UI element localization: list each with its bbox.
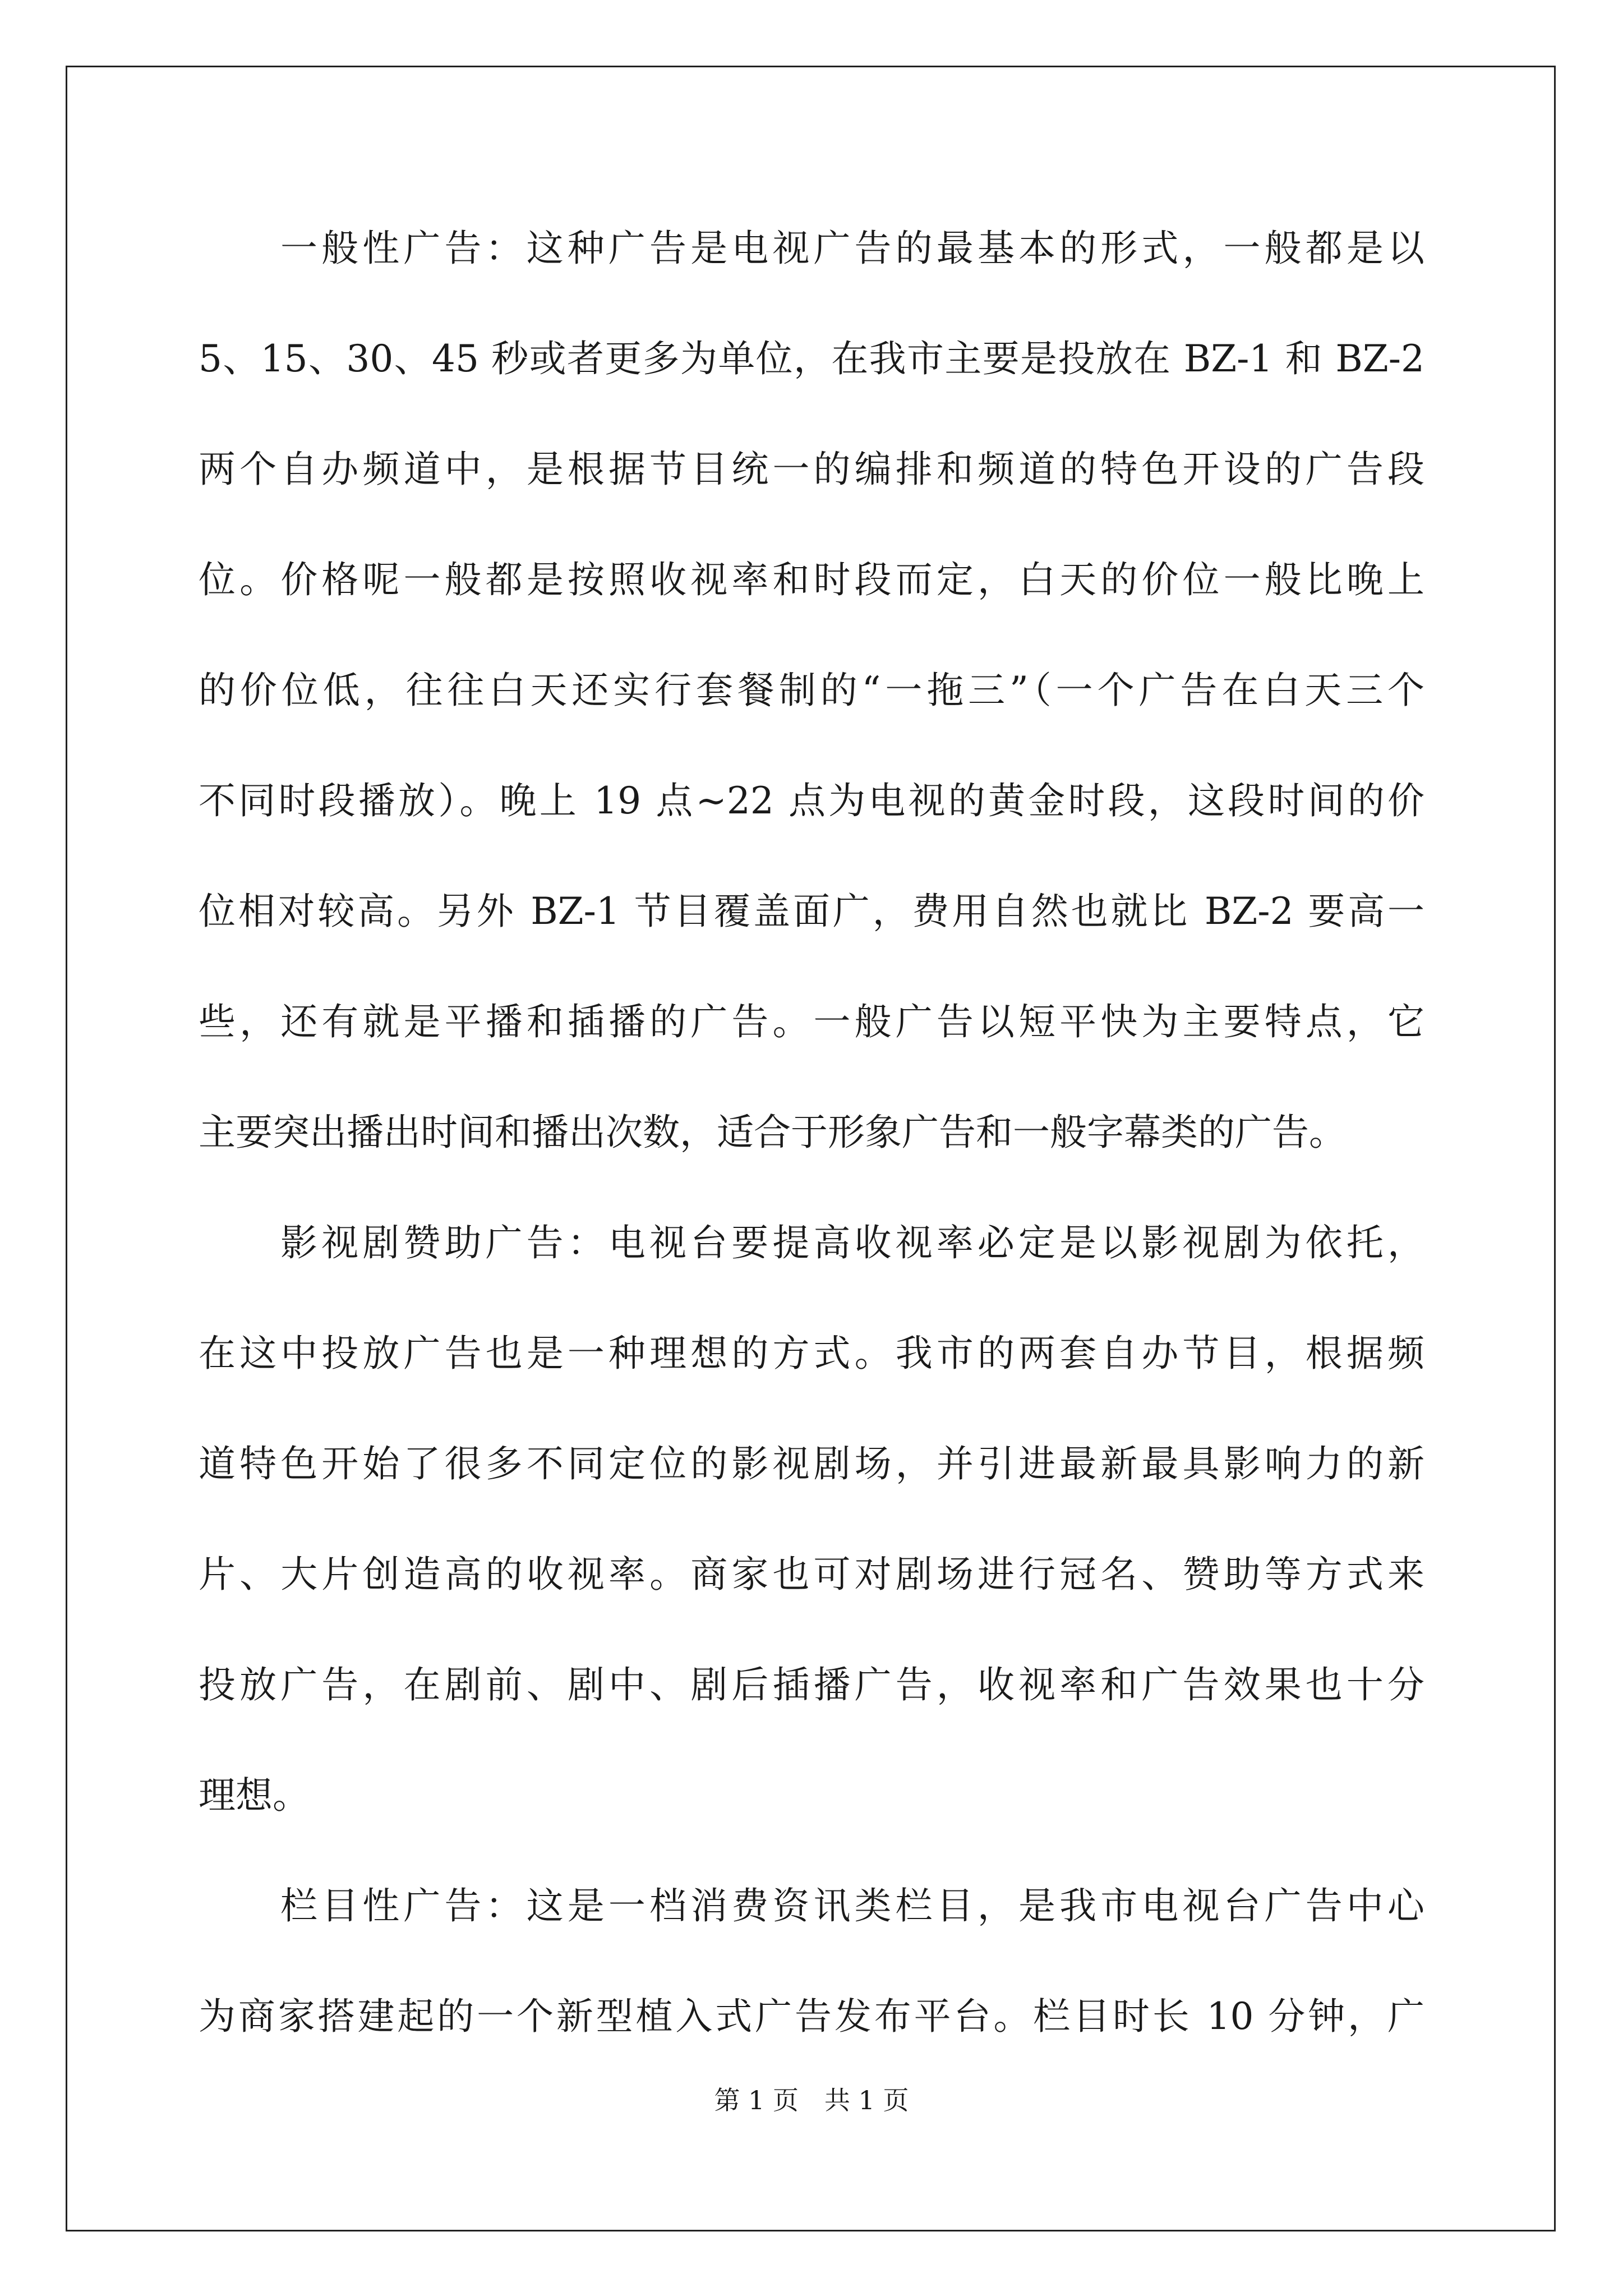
page-number-footer: 第 1 页 共 1 页	[714, 2085, 909, 2115]
paragraph-2-line-4: 片、大片创造高的收视率。商家也可对剧场进行冠名、赞助等方式来	[199, 1553, 1424, 1596]
paragraph-1-line-8: 些，还有就是平播和插播的广告。一般广告以短平快为主要特点，它	[199, 1000, 1424, 1043]
paragraph-3-line-1: 栏目性广告：这是一档消费资讯类栏目，是我市电视台广告中心	[280, 1884, 1424, 1927]
paragraph-1-line-3: 两个自办频道中，是根据节目统一的编排和频道的特色开设的广告段	[199, 448, 1424, 491]
paragraph-1-line-5: 的价位低，往往白天还实行套餐制的“一拖三”（一个广告在白天三个	[199, 669, 1424, 712]
paragraph-1-line-2: 5、15、30、45 秒或者更多为单位，在我市主要是投放在 BZ-1 和 BZ-2	[199, 337, 1424, 380]
paragraph-2-line-3: 道特色开始了很多不同定位的影视剧场，并引进最新最具影响力的新	[199, 1442, 1424, 1485]
paragraph-1-line-1: 一般性广告：这种广告是电视广告的最基本的形式，一般都是以	[280, 227, 1424, 270]
paragraph-1-line-4: 位。价格呢一般都是按照收视率和时段而定，白天的价位一般比晚上	[199, 558, 1424, 601]
paragraph-1-line-6: 不同时段播放）。晚上 19 点~22 点为电视的黄金时段，这段时间的价	[199, 779, 1424, 822]
paragraph-3-line-2: 为商家搭建起的一个新型植入式广告发布平台。栏目时长 10 分钟，广	[199, 1995, 1424, 2038]
paragraph-1-line-7: 位相对较高。另外 BZ-1 节目覆盖面广，费用自然也就比 BZ-2 要高一	[199, 890, 1424, 933]
paragraph-2-line-5: 投放广告，在剧前、剧中、剧后插播广告，收视率和广告效果也十分	[199, 1663, 1424, 1706]
document-body	[199, 212, 1424, 2091]
paragraph-2-line-6: 理想。	[199, 1774, 310, 1817]
paragraph-2-line-2: 在这中投放广告也是一种理想的方式。我市的两套自办节目，根据频	[199, 1332, 1424, 1375]
paragraph-2-line-1: 影视剧赞助广告：电视台要提高收视率必定是以影视剧为依托，	[280, 1221, 1424, 1264]
paragraph-1-line-9: 主要突出播出时间和播出次数，适合于形象广告和一般字幕类的广告。	[199, 1111, 1346, 1154]
